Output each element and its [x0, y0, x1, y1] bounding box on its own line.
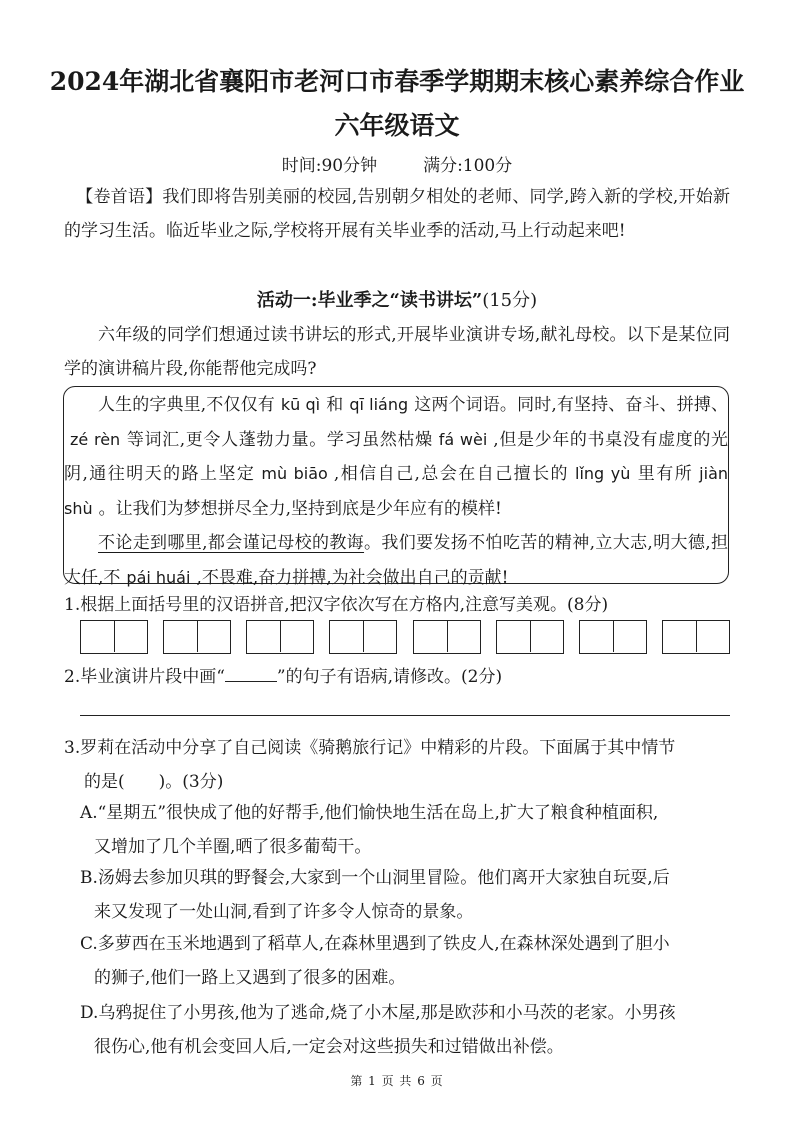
option-d[interactable]: D.乌鸦捉住了小男孩,他为了逃命,烧了小木屋,那是欧莎和小马茨的老家。小男孩 很伤心,他有机会变回人后,一定会对这些损失和过错做出补偿。	[80, 1003, 676, 1057]
exam-meta	[0, 151, 794, 176]
intro-paragraph	[64, 180, 730, 248]
pinyin-blank: zé rèn	[70, 429, 121, 449]
answer-box-pair[interactable]	[496, 620, 564, 654]
answer-grid	[80, 620, 730, 654]
pinyin-blank: jiàn shù	[64, 464, 729, 518]
question-1: 1.根据上面括号里的汉语拼音,把汉字依次写在方格内,注意写美观。(8分)	[64, 595, 609, 615]
question-2: 2.毕业演讲片段中画“ ”的句子有语病,请修改。(2分)	[64, 660, 734, 694]
activity-title-text: 活动一:毕业季之“读书讲坛”	[256, 290, 483, 311]
speech-paragraph-1: 人生的字典里,不仅仅有 kū qì 和 qī liáng 这两个词语。同时,有坚持、奋斗、拼搏、zé rèn 等词汇,更令人蓬勃力量。学习虽然枯燥 fá wèi ,但是少年的书桌没有虚度的光阴,通往明天的路上坚定 mù biāo ,相信自己,总会在自己擅长的 lǐng yù 里有所 jiàn shù 。让我们为梦想拼尽全力,坚持到底是少年应有的模样!	[64, 395, 729, 519]
speech-paragraph-2: 不论走到哪里,都会谨记母校的教诲。我们要发扬不怕吃苦的精神,立大志,明大德,担大任,不 pái huái ,不畏难,奋力拼搏,为社会做出自己的贡献!	[64, 533, 729, 588]
answer-box-pair[interactable]	[80, 620, 148, 654]
answer-box-pair[interactable]	[662, 620, 730, 654]
option-b[interactable]: B.汤姆去参加贝琪的野餐会,大家到一个山洞里冒险。他们离开大家独自玩耍,后 来又发现了一处山洞,看到了许多令人惊奇的景象。	[80, 868, 670, 922]
answer-box-pair[interactable]	[579, 620, 647, 654]
intro-text: 【卷首语】我们即将告别美丽的校园,告别朝夕相处的老师、同学,跨入新的学校,开始新的学习生活。临近毕业之际,学校将开展有关毕业季的活动,马上行动起来吧!	[64, 187, 730, 241]
answer-box-pair[interactable]	[163, 620, 231, 654]
answer-line[interactable]	[80, 715, 730, 716]
answer-box-pair[interactable]	[246, 620, 314, 654]
speech-text	[64, 388, 728, 595]
answer-box-pair[interactable]	[413, 620, 481, 654]
exam-title: 2024年湖北省襄阳市老河口市春季学期期末核心素养综合作业	[49, 67, 745, 96]
question-3-line1: 3.罗莉在活动中分享了自己阅读《骑鹅旅行记》中精彩的片段。下面属于其中情节	[64, 738, 676, 758]
option-c[interactable]: C.多萝西在玉米地遇到了稻草人,在森林里遇到了铁皮人,在森林深处遇到了胆小 的狮子,他们一路上又遇到了很多的困难。	[80, 934, 670, 988]
pinyin-blank: pái huái	[126, 567, 191, 587]
exam-score: 满分:100分	[423, 156, 513, 176]
question-3	[64, 731, 734, 799]
option-a[interactable]: A.“星期五”很快成了他的好帮手,他们愉快地生活在岛上,扩大了粮食种植面积, 又增加了几个羊圈,晒了很多葡萄干。	[80, 803, 659, 857]
underline-marker	[225, 663, 277, 682]
exam-subtitle: 六年级语文	[334, 111, 460, 140]
pinyin-blank: fá wèi	[438, 429, 488, 449]
question-3-line2: 的是( )。(3分)	[84, 772, 224, 792]
activity-title	[0, 286, 794, 312]
pinyin-blank: kū qì	[280, 395, 321, 414]
answer-box-pair[interactable]	[329, 620, 397, 654]
pinyin-blank: qī liáng	[349, 395, 409, 414]
pinyin-blank: mù biāo	[261, 464, 328, 483]
page-footer: 第 1 页 共 6 页	[350, 1074, 444, 1088]
activity-description: 六年级的同学们想通过读书讲坛的形式,开展毕业演讲专场,献礼母校。以下是某位同学的演讲稿片段,你能帮他完成吗?	[64, 325, 730, 379]
underlined-sentence: 不论走到哪里,都会谨记母校的教诲	[98, 533, 365, 553]
activity-score: (15分)	[482, 290, 538, 311]
pinyin-blank: lǐng yù	[575, 464, 631, 483]
exam-time: 时间:90分钟	[281, 156, 378, 176]
